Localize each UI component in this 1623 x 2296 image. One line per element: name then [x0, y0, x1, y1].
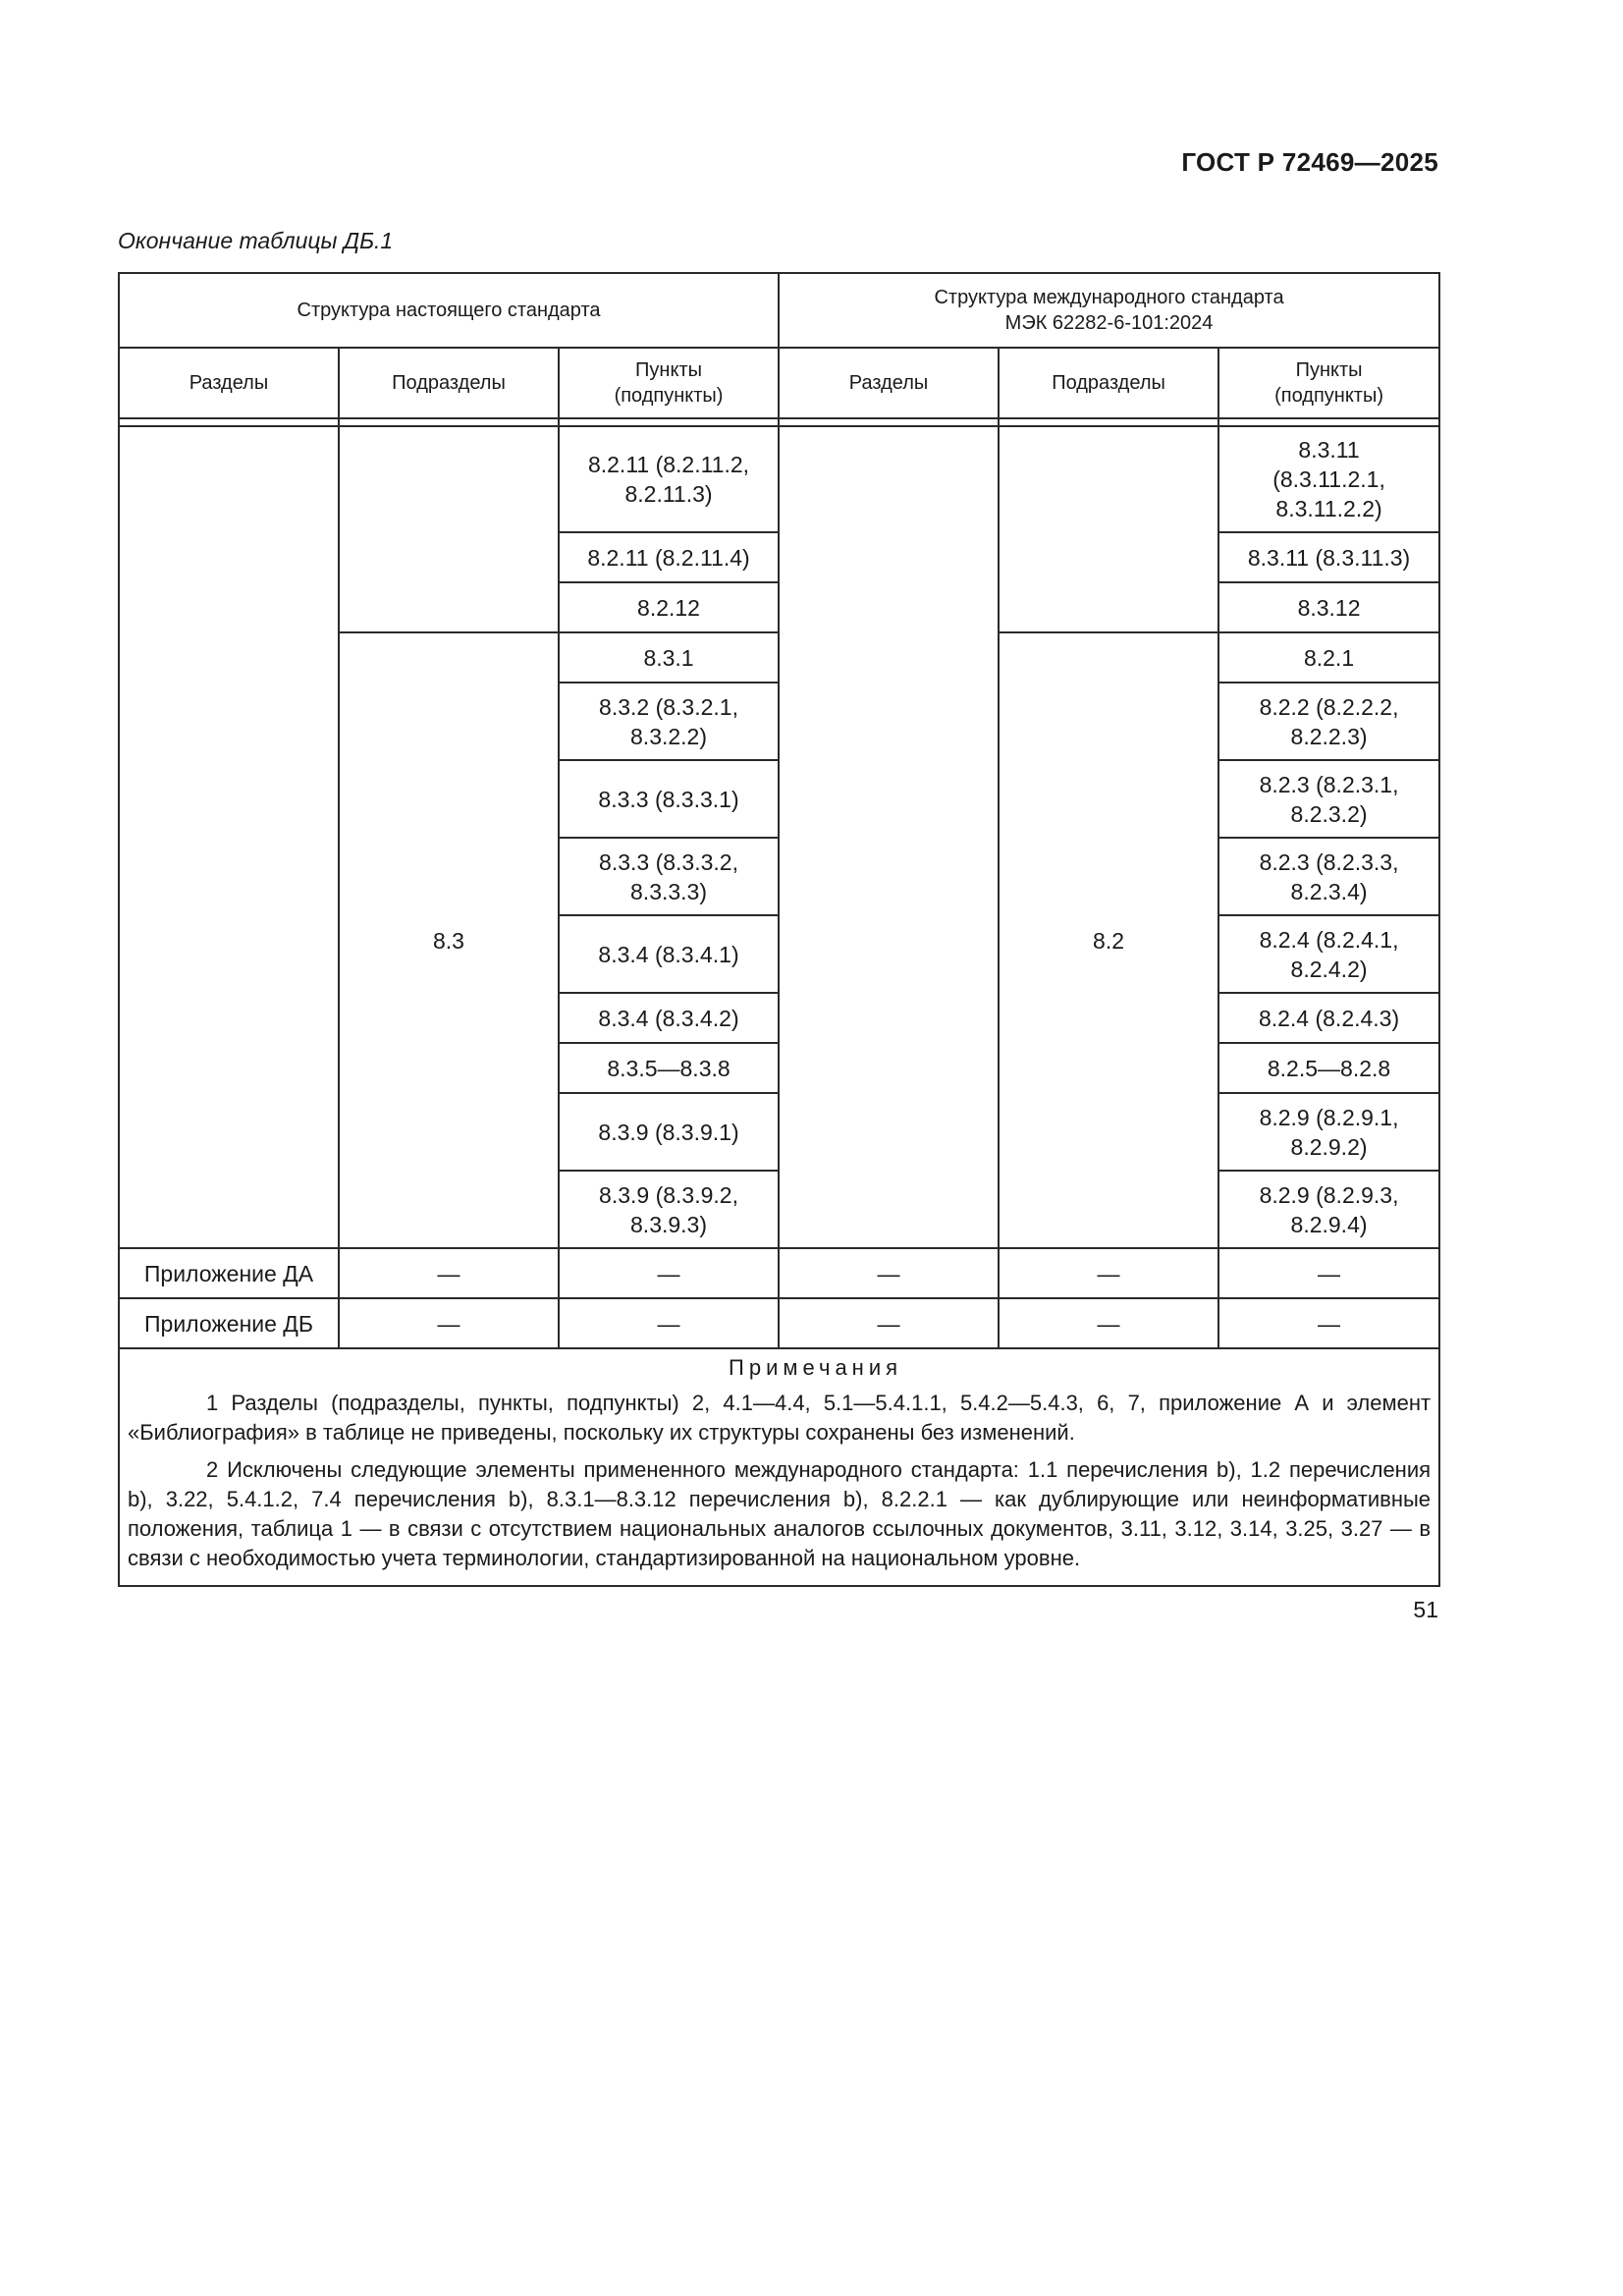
- notes-cell: [119, 1348, 1439, 1586]
- header-separator: [779, 418, 999, 426]
- item-line: 8.3.11: [1298, 437, 1360, 463]
- group-header-international-standard: [779, 273, 1439, 348]
- item-line: 8.2.9 (8.2.9.3,: [1259, 1181, 1399, 1208]
- item-cell-current: [559, 426, 779, 532]
- item-line: 8.2.3 (8.2.3.1,: [1259, 771, 1399, 797]
- item-line: 8.2.4.2): [1290, 956, 1368, 982]
- item-line: 8.2.12: [637, 594, 700, 621]
- item-line: 8.3.3 (8.3.3.2,: [599, 848, 738, 875]
- column-header-items-intl: [1218, 348, 1439, 418]
- table-caption: Окончание таблицы ДБ.1: [118, 228, 394, 253]
- item-line: (8.3.11.2.1,: [1272, 466, 1385, 492]
- column-header-items-intl-line2: (подпункты): [1274, 385, 1383, 407]
- item-cell-current: [559, 838, 779, 915]
- dash-cell: —: [339, 1298, 559, 1348]
- column-header-sections-intl: Разделы: [779, 348, 999, 418]
- item-line: 8.3.9 (8.3.9.2,: [599, 1181, 738, 1208]
- column-header-items-line1: Пункты: [635, 359, 702, 381]
- item-line: 8.2.4 (8.2.4.1,: [1259, 926, 1399, 953]
- notes-title: Примечания: [729, 1355, 903, 1380]
- item-cell-current: [559, 532, 779, 582]
- item-line: 8.2.9 (8.2.9.1,: [1259, 1104, 1399, 1130]
- item-cell-current: [559, 1093, 779, 1171]
- appendix-row-db: [119, 1298, 1439, 1348]
- item-cell-intl: [1218, 532, 1439, 582]
- group-header-international-line2: МЭК 62282-6-101:2024: [1004, 312, 1214, 334]
- item-line: 8.3.9.3): [630, 1211, 708, 1237]
- item-line: 8.2.2 (8.2.2.2,: [1259, 693, 1399, 720]
- appendix-row-da: [119, 1248, 1439, 1298]
- item-line: 8.2.5—8.2.8: [1267, 1055, 1391, 1081]
- dash-cell: —: [779, 1298, 999, 1348]
- item-cell-intl: [1218, 426, 1439, 532]
- column-header-subsections: Подразделы: [339, 348, 559, 418]
- sections-cell-current: [119, 426, 339, 1248]
- item-line: 8.2.11 (8.2.11.4): [587, 544, 750, 571]
- appendix-label: Приложение ДА: [119, 1248, 339, 1298]
- item-cell-current: [559, 1171, 779, 1248]
- subsection-cell-current-8-3: 8.3: [339, 632, 559, 1248]
- subsection-cell-intl-empty: [999, 426, 1218, 632]
- item-line: 8.2.11 (8.2.11.2,: [587, 452, 750, 477]
- document-standard-number: ГОСТ Р 72469—2025: [1181, 147, 1438, 177]
- dash-cell: —: [999, 1248, 1218, 1298]
- column-header-subsections-intl: Подразделы: [999, 348, 1218, 418]
- item-cell-intl: [1218, 632, 1439, 683]
- item-line: 8.2.4 (8.2.4.3): [1258, 1005, 1400, 1031]
- dash-cell: —: [339, 1248, 559, 1298]
- item-line: 8.2.1: [1303, 644, 1355, 671]
- note-2: 2 Исключены следующие элементы примененного международного стандарта: 1.1 перечисления b), 1.2 перечисления b), 3.22, 5.4.1.2, 7.4 перечисления b), 8.3.1—8.3.12 перечисления b), 8.2.2.1 — как дублирующие или неинформативные положения, таблица 1 — в связи с отсутствием национальных аналогов ссылочных документов, 3.11, 3.12, 3.14, 3.25, 3.27 — в связи с необходимостью учета терминологии, стандартизированной на национальном уровне.: [128, 1457, 1432, 1570]
- item-cell-intl: [1218, 838, 1439, 915]
- dash-cell: —: [1218, 1248, 1439, 1298]
- item-cell-intl: [1218, 1171, 1439, 1248]
- item-line: 8.3.2.2): [630, 723, 708, 749]
- header-separator: [339, 418, 559, 426]
- column-header-sections: Разделы: [119, 348, 339, 418]
- item-cell-intl: [1218, 1093, 1439, 1171]
- item-line: 8.2.9.4): [1290, 1211, 1368, 1237]
- item-line: 8.2.2.3): [1290, 723, 1368, 749]
- item-cell-intl: [1218, 582, 1439, 632]
- structure-comparison-table: [118, 272, 1440, 1587]
- item-cell-current: [559, 582, 779, 632]
- dash-cell: —: [559, 1248, 779, 1298]
- item-cell-current: [559, 683, 779, 760]
- header-separator: [119, 418, 339, 426]
- item-line: 8.3.11.2.2): [1275, 496, 1382, 521]
- item-cell-current: [559, 993, 779, 1043]
- dash-cell: —: [559, 1298, 779, 1348]
- item-line: 8.3.9 (8.3.9.1): [598, 1119, 739, 1145]
- column-header-items-intl-line1: Пункты: [1295, 359, 1363, 381]
- sections-cell-intl: [779, 426, 999, 1248]
- note-1: 1 Разделы (подразделы, пункты, подпункты) 2, 4.1—4.4, 5.1—5.4.1.1, 5.4.2—5.4.3, 6, 7, приложение А и элемент «Библиография» в таблице не приведены, поскольку их структуры сохранены без изменений.: [128, 1391, 1432, 1445]
- column-header-items: [559, 348, 779, 418]
- item-cell-current: [559, 632, 779, 683]
- dash-cell: —: [999, 1298, 1218, 1348]
- header-separator: [1218, 418, 1439, 426]
- item-cell-current: [559, 915, 779, 993]
- item-line: 8.3.5—8.3.8: [607, 1055, 730, 1081]
- item-line: 8.3.11 (8.3.11.3): [1247, 544, 1411, 571]
- item-cell-intl: [1218, 915, 1439, 993]
- item-line: 8.3.3 (8.3.3.1): [598, 786, 739, 812]
- item-line: 8.2.3.2): [1290, 800, 1368, 827]
- item-cell-current: [559, 1043, 779, 1093]
- item-line: 8.3.3.3): [630, 878, 708, 904]
- page-number: 51: [1413, 1597, 1438, 1622]
- item-line: 8.3.12: [1297, 594, 1361, 621]
- item-cell-intl: [1218, 683, 1439, 760]
- item-cell-intl: [1218, 993, 1439, 1043]
- group-header-international-line1: Структура международного стандарта: [934, 287, 1284, 308]
- item-line: 8.3.1: [643, 644, 694, 671]
- dash-cell: —: [1218, 1298, 1439, 1348]
- appendix-label: Приложение ДБ: [119, 1298, 339, 1348]
- item-line: 8.2.9.2): [1290, 1133, 1368, 1160]
- item-line: 8.3.4 (8.3.4.1): [598, 941, 739, 967]
- item-cell-intl: [1218, 760, 1439, 838]
- item-line: 8.3.2 (8.3.2.1,: [599, 693, 738, 720]
- subsection-cell-current-empty: [339, 426, 559, 632]
- header-separator: [999, 418, 1218, 426]
- item-line: 8.2.11.3): [624, 481, 713, 507]
- subsection-cell-intl-8-2: 8.2: [999, 632, 1218, 1248]
- item-line: 8.3.4 (8.3.4.2): [598, 1005, 739, 1031]
- header-separator: [559, 418, 779, 426]
- item-line: 8.2.3.4): [1290, 878, 1368, 904]
- item-cell-current: [559, 760, 779, 838]
- item-line: 8.2.3 (8.2.3.3,: [1259, 848, 1399, 875]
- dash-cell: —: [779, 1248, 999, 1298]
- item-cell-intl: [1218, 1043, 1439, 1093]
- column-header-items-line2: (подпункты): [614, 385, 724, 407]
- group-header-current-standard: Структура настоящего стандарта: [119, 273, 779, 348]
